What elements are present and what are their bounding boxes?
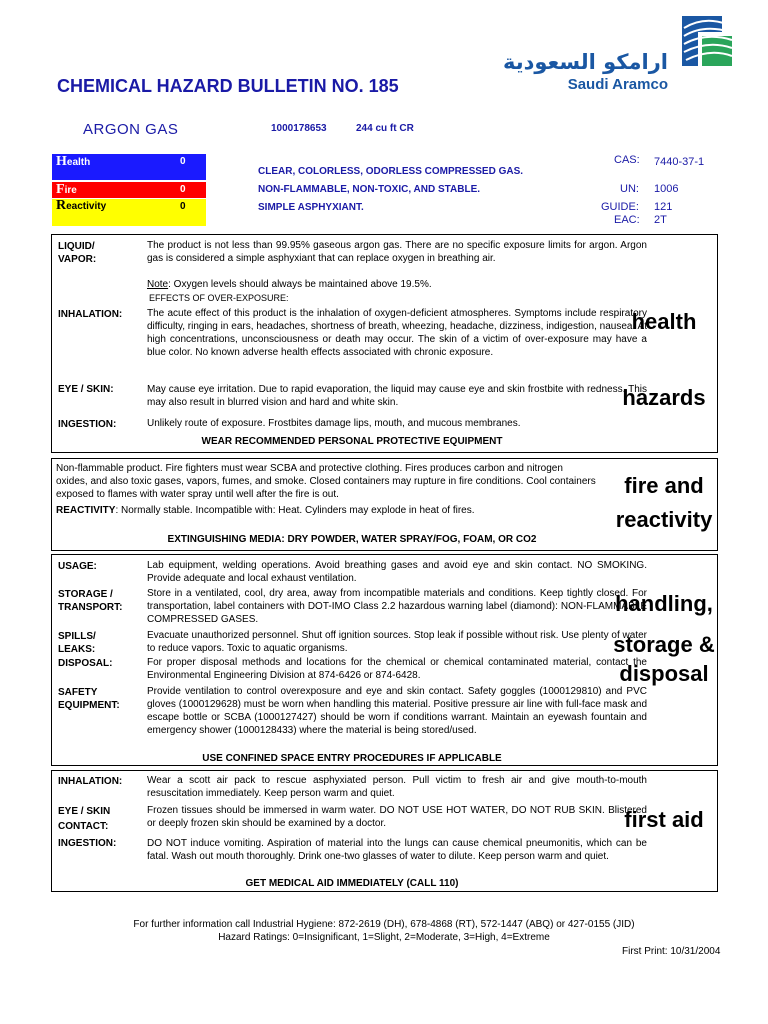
eac-value: 2T xyxy=(654,214,667,226)
safety-label: SAFETY EQUIPMENT: xyxy=(58,687,120,711)
reactivity-heading: REACTIVITY xyxy=(56,505,116,516)
note-text: : Oxygen levels should always be maintained above 19.5%. xyxy=(168,279,432,290)
medical-aid-notice: GET MEDICAL AID IMMEDIATELY (CALL 110) xyxy=(245,878,459,889)
safety-text: Provide ventilation to control overexposure and eye and skin contact. Safety goggles (1000129810) and PVC gloves (1000129628) must be worn when handling this material. Positive pressure air line with full-face mask and escape bottle or SCBA (1000127427) should be worn if conditions warrant. Maintain an eyewash fountain and emergency shower (1000128433) where the material is being stored/used. xyxy=(147,686,647,736)
guide-value: 121 xyxy=(654,201,673,213)
spills-text: Evacuate unauthorized personnel. Shut off ignition sources. Stop leak if possible without risk. Use plenty of water to reduce vapors. Toxic to aquatic organisms. xyxy=(147,630,647,654)
eye-skin-label: EYE / SKIN: xyxy=(58,384,114,395)
fire-tag: fire and xyxy=(624,473,704,498)
inhalation-text: The acute effect of this product is the inhalation of oxygen-deficient atmospheres. Symptoms include respiratory difficulty, ringing in ears, headaches, shortness of breath, wheezing, headache, dizziness, indigestion, nausea. At high concentrations, unconsciousness or death may occur. The skin of a victim of over-exposure may have a blue color. No known adverse health effects associated with chronic exposure. xyxy=(147,308,647,358)
saudi-aramco-logo xyxy=(502,10,740,95)
container-size: 244 cu ft CR xyxy=(356,123,414,134)
inhalation-label: INHALATION: xyxy=(58,309,123,320)
ingestion-label: INGESTION: xyxy=(58,419,117,430)
fa-eye-text: Frozen tissues should be immersed in warm water. DO NOT USE HOT WATER, DO NOT RUB SKIN. Blistered or deeply frozen skin should be examined by a doctor. xyxy=(147,805,647,829)
reactivity-tag: reactivity xyxy=(615,507,713,532)
part-number: 1000178653 xyxy=(271,123,327,134)
liquid-text: The product is not less than 99.95% gaseous argon gas. There are no specific exposure limits for argon. Argon gas is considered a simple asphyxiant that can replace oxygen in breathing air. xyxy=(147,240,647,264)
disposal-text: For proper disposal methods and locations for the chemical or chemical contaminated material, contact the Environmental Engineering Division at 874-6426 or 874-6428. xyxy=(147,657,647,681)
disposal-label: DISPOSAL: xyxy=(58,658,113,669)
health-label: ealth xyxy=(66,157,91,168)
description-line: CLEAR, COLORLESS, ODORLESS COMPRESSED GAS. xyxy=(258,166,524,177)
storage-tag: storage & xyxy=(613,632,715,657)
first-print-date: First Print: 10/31/2004 xyxy=(622,946,721,957)
liquid-label: LIQUID/ VAPOR: xyxy=(58,241,97,265)
health-initial: H xyxy=(56,154,67,169)
fa-inhalation-text: Wear a scott air pack to rescue asphyxiated person. Pull victim to fresh air and give mouth-to-mouth resuscitation immediately. Keep person warm and quiet. xyxy=(147,775,647,799)
eac-label: EAC: xyxy=(614,214,640,226)
ppe-notice: WEAR RECOMMENDED PERSONAL PROTECTIVE EQUIPMENT xyxy=(201,436,503,447)
reactivity-rating-bar xyxy=(52,199,206,226)
fire-label: ire xyxy=(64,185,77,196)
note-label: Note xyxy=(147,279,169,290)
fire-reactivity-section xyxy=(51,458,718,551)
fa-eye-label: EYE / SKIN CONTACT: xyxy=(58,806,111,832)
reactivity-line xyxy=(56,504,596,517)
first-aid-section xyxy=(51,770,718,892)
cas-value: 7440-37-1 xyxy=(654,156,705,168)
handling-tag: handling, xyxy=(615,591,713,616)
disposal-tag: disposal xyxy=(619,661,709,686)
description-line: SIMPLE ASPHYXIANT. xyxy=(258,202,364,213)
fire-rating-value: 0 xyxy=(180,184,186,195)
un-label: UN: xyxy=(620,183,639,195)
logo-arabic-text: ارامكو السعودية xyxy=(502,50,668,74)
footer-contact: For further information call Industrial Hygiene: 872-2619 (DH), 678-4868 (RT), 572-1447 (ABQ) or 427-0155 (JID) xyxy=(133,919,635,930)
fire-text: Non-flammable product. Fire fighters must wear SCBA and protective clothing. Fires produces carbon and nitrogen oxides, and also toxic gases, vapors, fumes, and smoke. Closed containers may rupture in fire conditions. Cool containers exposed to flames with water spray until well after the fire is out. xyxy=(56,463,596,500)
reactivity-initial: R xyxy=(56,198,67,213)
fire-initial: F xyxy=(56,182,65,197)
fa-ingestion-label: INGESTION: xyxy=(58,838,117,849)
spills-label: SPILLS/ LEAKS: xyxy=(58,631,96,655)
health-hazards-section xyxy=(51,234,718,453)
ingestion-text: Unlikely route of exposure. Frostbites damage lips, mouth, and mucous membranes. xyxy=(147,418,521,429)
fire-rating-bar xyxy=(52,182,206,198)
guide-label: GUIDE: xyxy=(601,201,639,213)
usage-label: USAGE: xyxy=(58,561,97,572)
usage-text: Lab equipment, welding operations. Avoid breathing gases and avoid eye and skin contact. NO SMOKING. Provide adequate and local exhaust ventilation. xyxy=(147,560,647,584)
storage-text: Store in a ventilated, cool, dry area, away from incompatible materials and conditions. Keep tightly closed. For transportation, label containers with DOT-IMO Class 2.2 hazardous warning label (diamond): NON-FLAMMABLE COMPRESSED GASES. xyxy=(147,588,647,625)
health-tag: health xyxy=(631,309,697,334)
first-aid-tag: first aid xyxy=(624,807,704,832)
description-line: NON-FLAMMABLE, NON-TOXIC, AND STABLE. xyxy=(258,184,481,195)
storage-label: STORAGE / TRANSPORT: xyxy=(58,589,123,613)
product-name: ARGON GAS xyxy=(83,121,179,138)
footer-ratings: Hazard Ratings: 0=Insignificant, 1=Slight, 2=Moderate, 3=High, 4=Extreme xyxy=(218,932,550,943)
un-value: 1006 xyxy=(654,183,679,195)
health-rating-value: 0 xyxy=(180,156,186,167)
fa-inhalation-label: INHALATION: xyxy=(58,776,123,787)
cas-label: CAS: xyxy=(614,154,640,166)
aramco-emblem-icon xyxy=(678,12,736,70)
extinguishing-media: EXTINGUISHING MEDIA: DRY POWDER, WATER SPRAY/FOG, FOAM, OR CO2 xyxy=(167,534,537,545)
handling-storage-section xyxy=(51,554,718,766)
reactivity-rating-value: 0 xyxy=(180,201,186,212)
bulletin-title: CHEMICAL HAZARD BULLETIN NO. 185 xyxy=(57,76,399,96)
confined-space-notice: USE CONFINED SPACE ENTRY PROCEDURES IF APPLICABLE xyxy=(202,753,502,764)
fa-ingestion-text: DO NOT induce vomiting. Aspiration of material into the lungs can cause chemical pneumonitis, which can be fatal. Wash out mouth thoroughly. Drink one-two glasses of water to dilute. Keep person warm and quiet. xyxy=(147,838,647,862)
exposure-note xyxy=(147,278,647,291)
logo-english-text: Saudi Aramco xyxy=(567,76,668,93)
hazards-tag: hazards xyxy=(622,385,706,410)
reactivity-text: : Normally stable. Incompatible with: Heat. Cylinders may explode in heat of fires. xyxy=(115,505,475,516)
eye-skin-text: May cause eye irritation. Due to rapid evaporation, the liquid may cause eye and skin frostbite with redness. This may also result in blurred vision and hard and white skin. xyxy=(147,384,647,408)
effects-heading: EFFECTS OF OVER-EXPOSURE: xyxy=(149,293,289,303)
health-rating-bar xyxy=(52,154,206,180)
reactivity-label: eactivity xyxy=(66,201,107,212)
